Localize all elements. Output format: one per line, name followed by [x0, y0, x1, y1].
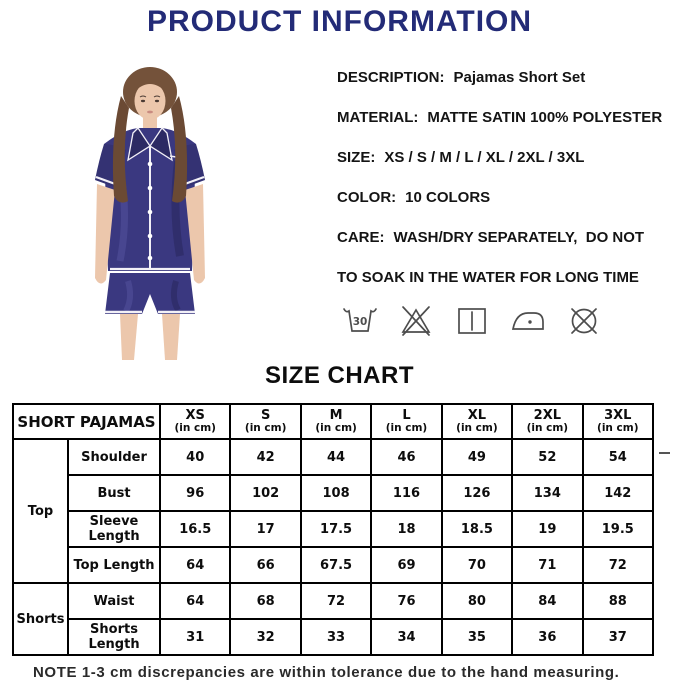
care-line-continued [337, 268, 679, 288]
cell: 32 [230, 619, 300, 655]
cell: 19 [512, 511, 582, 547]
group-label-shorts: Shorts [13, 583, 68, 655]
size-column-header-s: S (in cm) [230, 404, 300, 439]
size-column-header-xs: XS (in cm) [160, 404, 230, 439]
cell: 49 [442, 439, 512, 475]
measure-label: Shorts Length [68, 619, 160, 655]
field-value: WASH/DRY SEPARATELY, DO NOT [393, 229, 645, 246]
cell: 116 [371, 475, 441, 511]
cell: 134 [512, 475, 582, 511]
note-text: NOTE 1-3 cm discrepancies are within tolerance due to the hand measuring. [33, 664, 620, 681]
care-line [337, 228, 679, 248]
cell: 88 [583, 583, 653, 619]
field-value: TO SOAK IN THE WATER FOR LONG TIME [337, 269, 639, 286]
cell: 96 [160, 475, 230, 511]
cell: 35 [442, 619, 512, 655]
cell: 33 [301, 619, 371, 655]
material-line [337, 108, 679, 128]
wash-30-icon [342, 301, 378, 343]
drip-dry-icon [454, 301, 490, 343]
cell: 69 [371, 547, 441, 583]
iron-low-heat-icon [510, 301, 546, 343]
cell: 126 [442, 475, 512, 511]
cell: 102 [230, 475, 300, 511]
cell: 67.5 [301, 547, 371, 583]
table-header-row [13, 404, 653, 439]
do-not-bleach-icon [398, 301, 434, 343]
size-column-header-m: M (in cm) [301, 404, 371, 439]
size-column-header-3xl: 3XL (in cm) [583, 404, 653, 439]
cell: 44 [301, 439, 371, 475]
cell: 108 [301, 475, 371, 511]
cell: 72 [583, 547, 653, 583]
cell: 17.5 [301, 511, 371, 547]
measure-label: Bust [68, 475, 160, 511]
care-icons-row [342, 301, 602, 343]
measure-label: Sleeve Length [68, 511, 160, 547]
page-title: PRODUCT INFORMATION [146, 5, 533, 38]
cell: 71 [512, 547, 582, 583]
color-line [337, 188, 679, 208]
cell: 17 [230, 511, 300, 547]
field-label: DESCRIPTION: [337, 69, 445, 86]
cell: 52 [512, 439, 582, 475]
cell: 54 [583, 439, 653, 475]
table-row-waist [13, 583, 653, 619]
product-photo [58, 56, 288, 360]
table-row-top-length [13, 547, 653, 583]
cell: 84 [512, 583, 582, 619]
table-row-shoulder [13, 439, 653, 475]
cell: 64 [160, 547, 230, 583]
cell: 66 [230, 547, 300, 583]
cell: 64 [160, 583, 230, 619]
description-line [337, 68, 679, 88]
measure-label: Shoulder [68, 439, 160, 475]
neck [143, 116, 157, 129]
cell: 31 [160, 619, 230, 655]
do-not-dry-clean-icon [566, 301, 602, 343]
cell: 80 [442, 583, 512, 619]
cell: 34 [371, 619, 441, 655]
description-block [337, 68, 679, 308]
field-value: XS / S / M / L / XL / 2XL / 3XL [384, 149, 585, 166]
size-chart-heading: SIZE CHART [265, 362, 414, 389]
cell: 18.5 [442, 511, 512, 547]
cell: 46 [371, 439, 441, 475]
cell: 72 [301, 583, 371, 619]
cell: 142 [583, 475, 653, 511]
model-in-navy-satin-pajamas-illustration [58, 56, 288, 360]
pajama-shorts [105, 273, 195, 314]
size-column-header-l: L (in cm) [371, 404, 441, 439]
measure-label: Top Length [68, 547, 160, 583]
field-label: SIZE: [337, 149, 376, 166]
cell: 36 [512, 619, 582, 655]
field-value: MATTE SATIN 100% POLYESTER [427, 109, 663, 126]
measure-label: Waist [68, 583, 160, 619]
cell: 68 [230, 583, 300, 619]
face [134, 79, 166, 121]
wash-temperature-label: 30 [352, 316, 368, 328]
cell: 18 [371, 511, 441, 547]
field-label: COLOR: [337, 189, 397, 206]
cell: 19.5 [583, 511, 653, 547]
size-line [337, 148, 679, 168]
cell: 42 [230, 439, 300, 475]
size-chart-table [12, 403, 654, 656]
cell: 40 [160, 439, 230, 475]
size-column-header-xl: XL (in cm) [442, 404, 512, 439]
field-label: MATERIAL: [337, 109, 419, 126]
size-column-header-2xl: 2XL (in cm) [512, 404, 582, 439]
field-label: CARE: [337, 229, 385, 246]
field-value: Pajamas Short Set [453, 69, 586, 86]
group-label-top: Top [13, 439, 68, 583]
cell: 16.5 [160, 511, 230, 547]
cell: 37 [583, 619, 653, 655]
cell: 76 [371, 583, 441, 619]
table-row-sleeve-length [13, 511, 653, 547]
stray-mark [659, 452, 670, 454]
table-row-shorts-length [13, 619, 653, 655]
cell: 70 [442, 547, 512, 583]
field-value: 10 COLORS [405, 189, 491, 206]
corner-header: SHORT PAJAMAS [13, 404, 160, 439]
legs [120, 314, 180, 360]
table-row-bust [13, 475, 653, 511]
